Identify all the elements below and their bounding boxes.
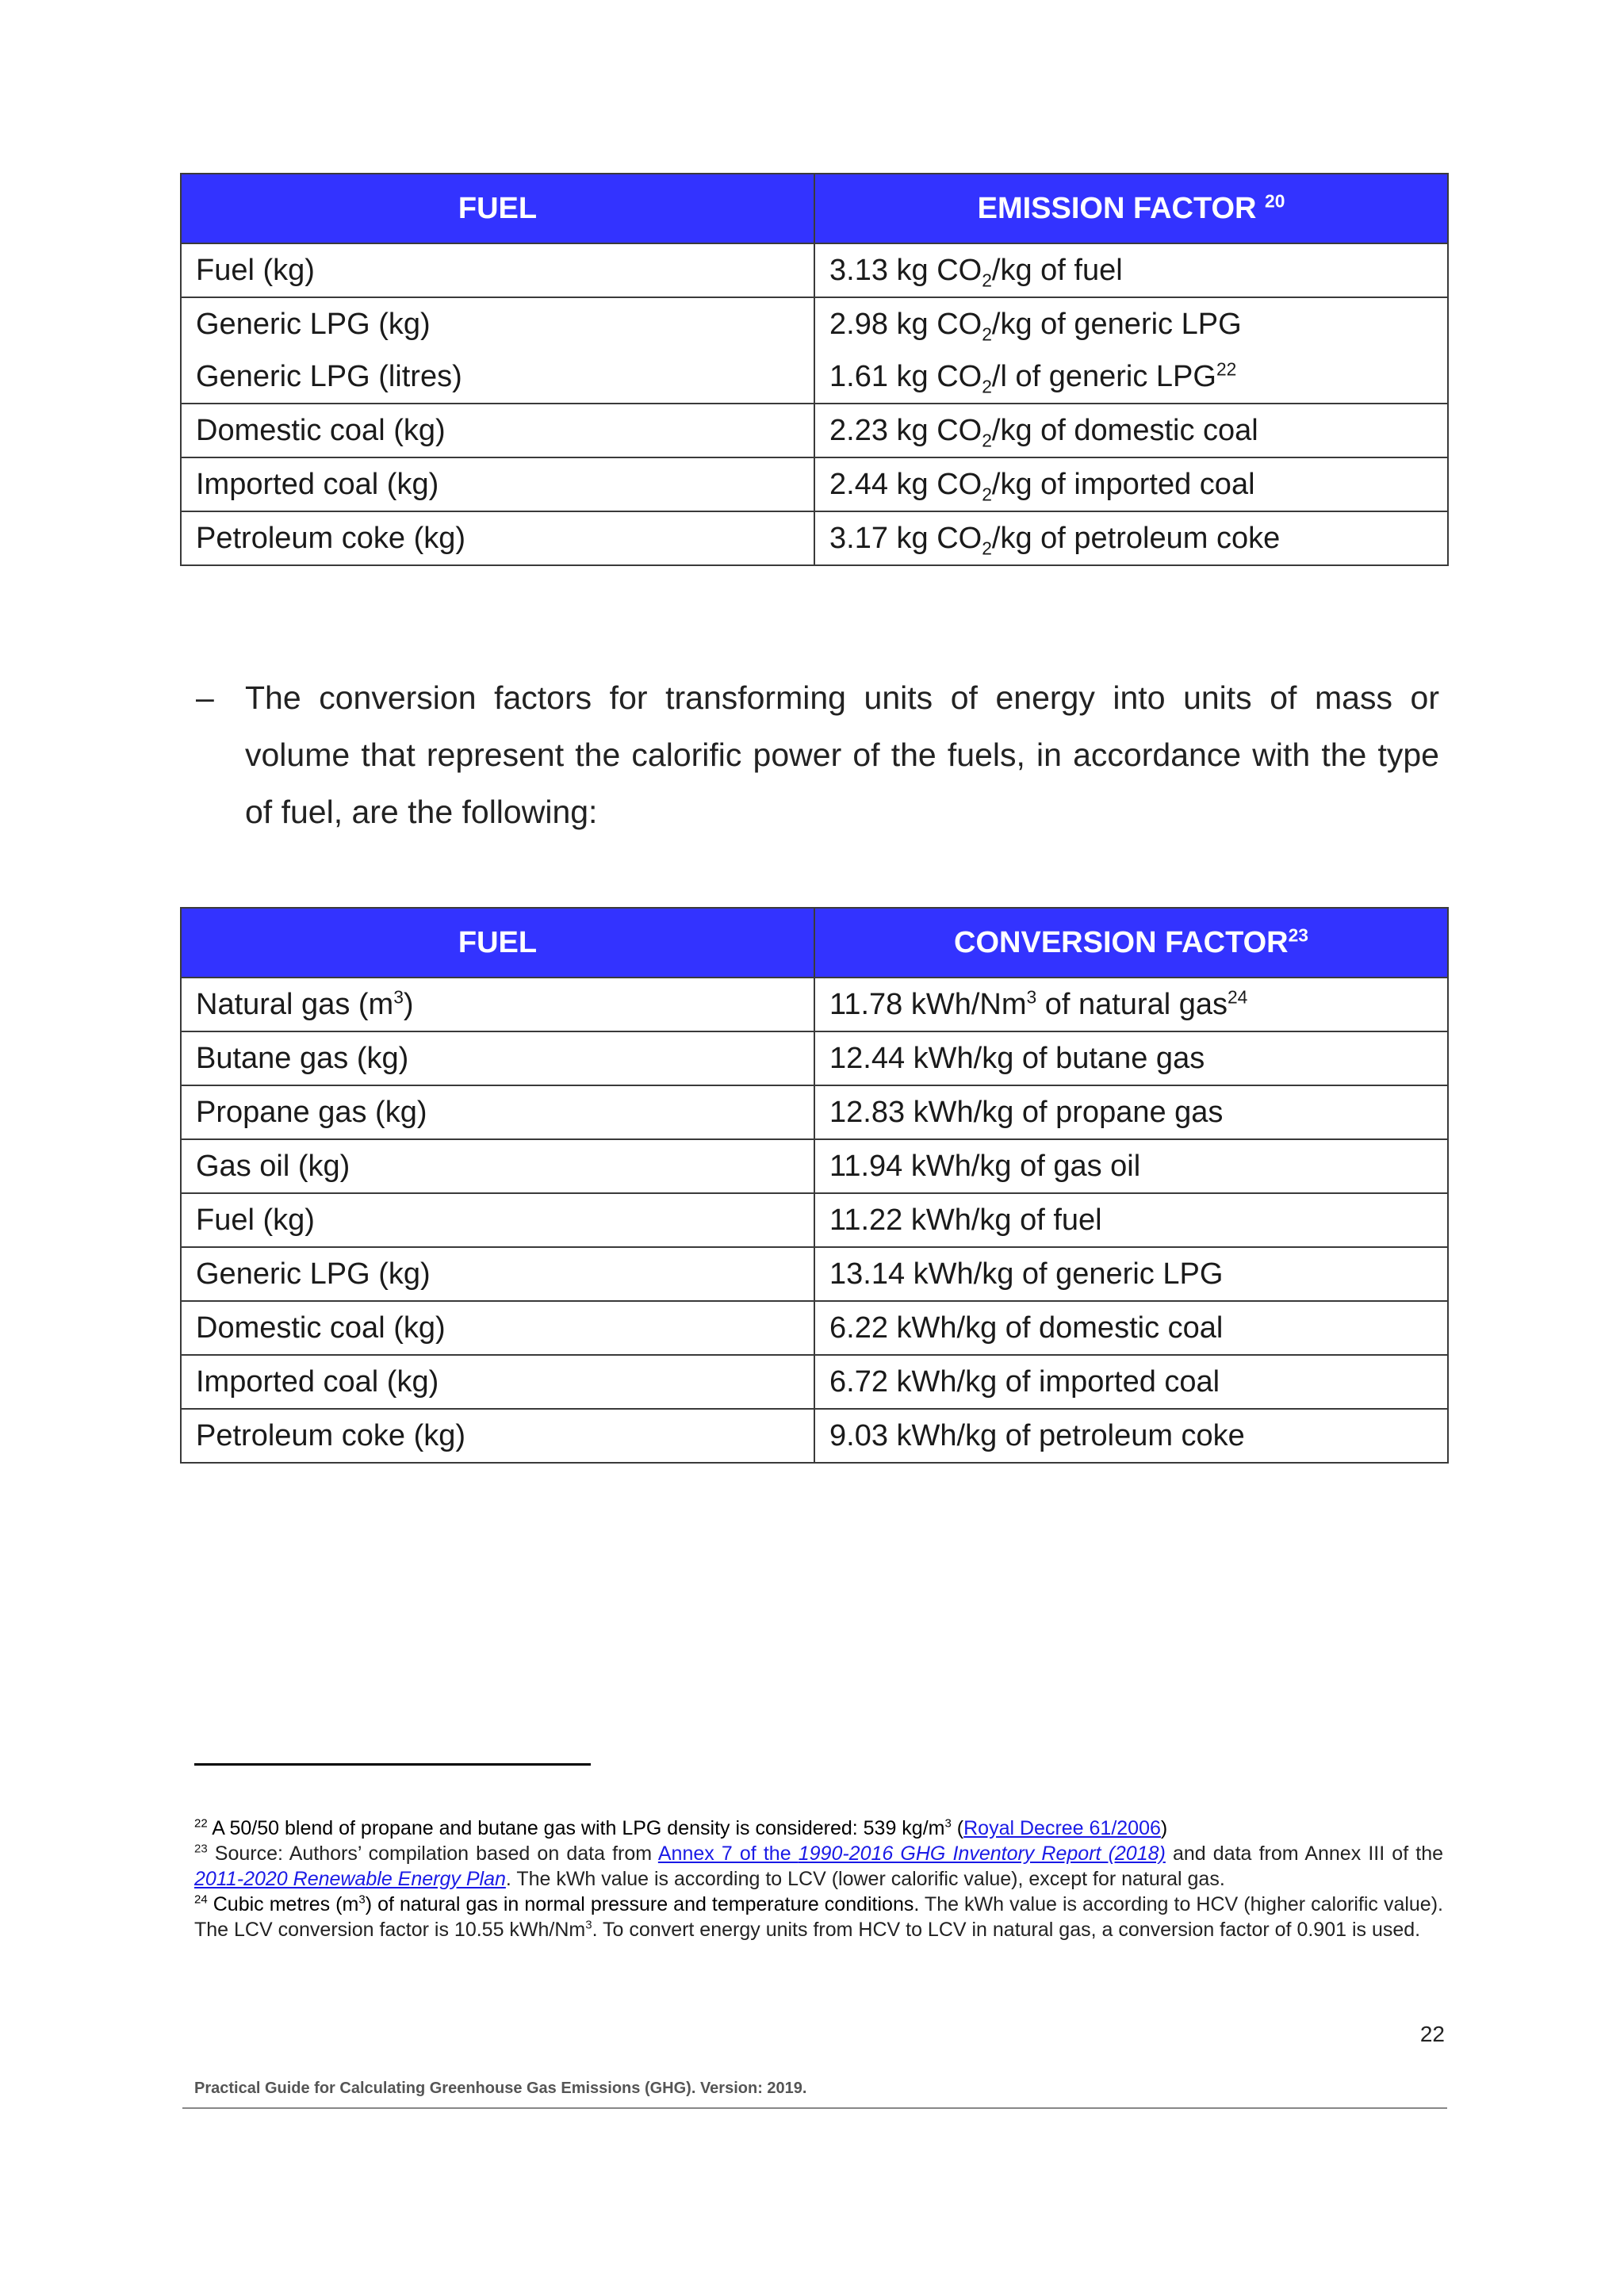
factor-cell: 13.14 kWh/kg of generic LPG (814, 1247, 1448, 1301)
fuel-cell: Gas oil (kg) (181, 1139, 814, 1193)
fuel-cell: Natural gas $(m^3)$ (181, 978, 814, 1031)
table-row (181, 1355, 1448, 1409)
column-header-fuel: FUEL (181, 174, 814, 243)
fuel-cell: Generic LPG (kg) Generic LPG (litres) (181, 297, 814, 404)
table-row (181, 457, 1448, 511)
table-header-row (181, 908, 1448, 978)
fuel-cell: Imported coal (kg) (181, 1355, 814, 1409)
table-row (181, 511, 1448, 565)
factor-cell: 6.72 kWh/kg of imported coal (814, 1355, 1448, 1409)
footnote-24: $^{24}$ Cubic metres $(m^3)$ of natural gas in normal pressure and temperature conditions. The kWh value is according to HCV (higher calorific value). The LCV conversion factor is 10.55 kWh/Nm$^3$. To convert energy units from HCV to LCV in natural gas, a conversion factor of 0.901 is used. (194, 1892, 1443, 1941)
fuel-cell: Fuel (kg) (181, 243, 814, 297)
factor-cell: 2.98 kg $CO_2/kg$ of generic LPG 1.61 kg $CO_2/l$ of generic LPG$^{22}$ (814, 297, 1448, 404)
fuel-cell: Petroleum coke (kg) (181, 511, 814, 565)
footnotes (194, 1816, 1443, 1942)
table-row (181, 243, 1448, 297)
table-row (181, 1301, 1448, 1355)
footnote-separator (194, 1763, 591, 1766)
column-header-conversion-factor: CONVERSION FACTOR$^{23}$ (814, 908, 1448, 978)
table-row (181, 1085, 1448, 1139)
fuel-cell: Domestic coal (kg) (181, 404, 814, 457)
table-header-row (181, 174, 1448, 243)
table-row (181, 978, 1448, 1031)
table-row (181, 1139, 1448, 1193)
page-footer: Practical Guide for Calculating Greenhouse Gas Emissions (GHG). Version: 2019. (194, 2080, 807, 2097)
bullet-dash: – (196, 679, 214, 716)
fuel-cell: Propane gas (kg) (181, 1085, 814, 1139)
table-row (181, 1031, 1448, 1085)
column-header-fuel: FUEL (181, 908, 814, 978)
factor-cell: 11.94 kWh/kg of gas oil (814, 1139, 1448, 1193)
fuel-cell: Domestic coal (kg) (181, 1301, 814, 1355)
table-row (181, 404, 1448, 457)
footnote-22: $^{22}$ A 50/50 blend of propane and butane gas with LPG density is considered: 539 $kg/m^3$ (Royal Decree 61/2006) (194, 1816, 1168, 1839)
factor-cell: 6.22 kWh/kg of domestic coal (814, 1301, 1448, 1355)
conversion-factor-table (180, 907, 1449, 1464)
table-row (181, 1193, 1448, 1247)
factor-cell: 11.78 kWh/Nm$^3$ of natural gas$^{24}$ (814, 978, 1448, 1031)
factor-cell: 9.03 kWh/kg of petroleum coke (814, 1409, 1448, 1463)
table-row (181, 297, 1448, 404)
footnote-23: $^{23}$ Source: Authors’ compilation based on data from Annex 7 of the 1990-2016 GHG Inventory Report (2018) and data from Annex III of the 2011-2020 Renewable Energy Plan. The kWh value is according to LCV (lower calorific value), except for natural gas. (194, 1842, 1444, 1890)
factor-cell: 12.44 kWh/kg of butane gas (814, 1031, 1448, 1085)
ghg-inventory-link[interactable]: Annex 7 of the 1990-2016 GHG Inventory Report (2018) (657, 1843, 1166, 1865)
page-number: 22 (1419, 2022, 1445, 2046)
fuel-cell: Imported coal (kg) (181, 457, 814, 511)
factor-cell: 3.17 kg $CO_2/kg$ of petroleum coke (814, 511, 1448, 565)
factor-cell: 2.44 kg $CO_2/kg$ of imported coal (814, 457, 1448, 511)
fuel-cell: Petroleum coke (kg) (181, 1409, 814, 1463)
royal-decree-link[interactable]: Royal Decree 61/2006 (963, 1817, 1161, 1839)
paragraph-text: The conversion factors for transforming units of energy into units of mass or volume that represent the calorific power of the fuels, in accordance with the type of fuel, are the following: (245, 679, 1439, 830)
conversion-factors-paragraph (196, 669, 1439, 840)
factor-cell: 11.22 kWh/kg of fuel (814, 1193, 1448, 1247)
footer-divider (182, 2107, 1447, 2109)
fuel-cell: Generic LPG (kg) (181, 1247, 814, 1301)
emission-factor-table (180, 173, 1449, 566)
factor-cell: 2.23 kg $CO_2/kg$ of domestic coal (814, 404, 1448, 457)
factor-cell: 12.83 kWh/kg of propane gas (814, 1085, 1448, 1139)
table-row (181, 1409, 1448, 1463)
table-row (181, 1247, 1448, 1301)
fuel-cell: Butane gas (kg) (181, 1031, 814, 1085)
fuel-cell: Fuel (kg) (181, 1193, 814, 1247)
column-header-emission-factor: EMISSION FACTOR $^{20}$ (814, 174, 1448, 243)
renewable-energy-plan-link[interactable]: 2011-2020 Renewable Energy Plan (194, 1868, 506, 1890)
factor-cell: 3.13 kg $CO_2/kg$ of fuel (814, 243, 1448, 297)
